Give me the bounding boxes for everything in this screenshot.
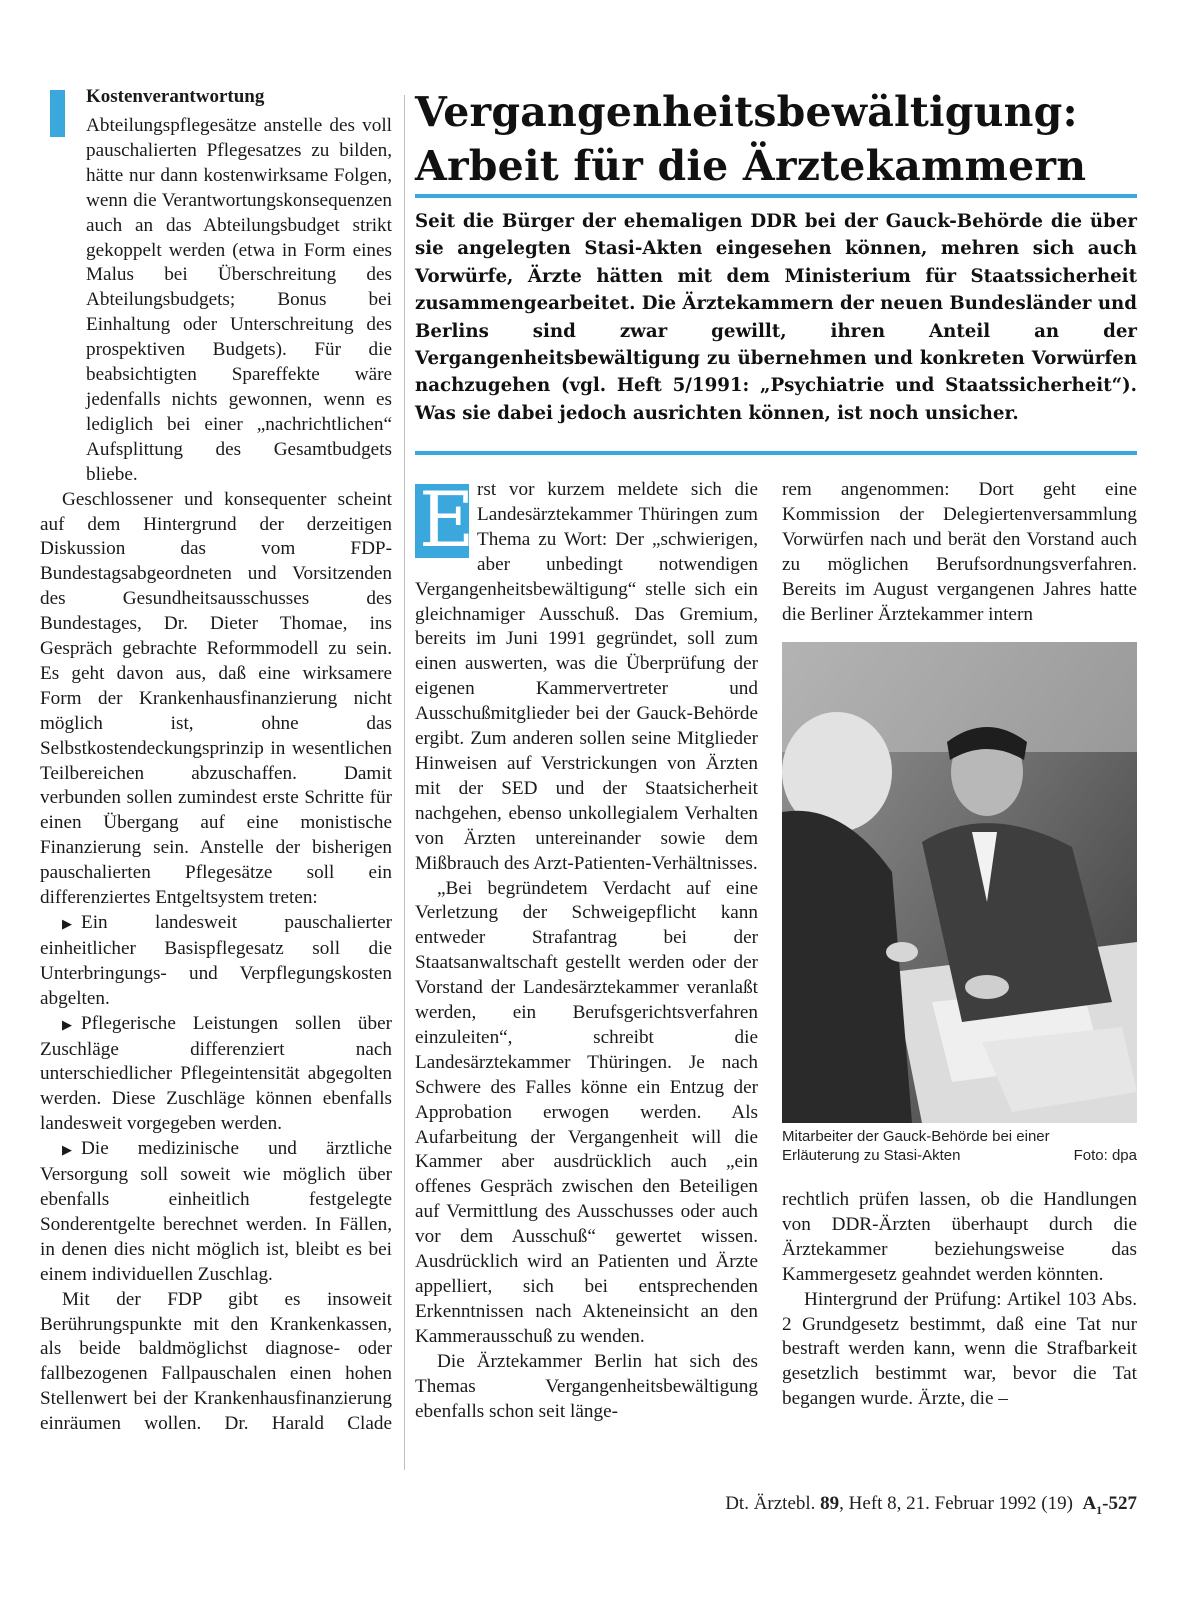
page-footer <box>725 1493 1137 1518</box>
sidebar-paragraph-1: Abteilungspflegesätze anstelle des voll pauschalierten Pflegesatzes zu bilden, hätte nur dann kostenwirksame Folgen, wenn die Verantwortungskonsequenzen auch an das Abteilungsbudget strikt gekoppelt werden (etwa in Form eines Malus bei Überschreitung des Abteilungsbudgets; Bonus bei Einhaltung oder Unterschreitung des prospektiven Budgets). Für die beabsichtigten Spareffekte wäre jedenfalls nichts gewonnen, wenn es lediglich bei einer „nachrichtlichen“ Aufsplittung des Gesamtbudgets bliebe. <box>86 115 392 485</box>
article-paragraph-1: rst vor kurzem meldete sich die Landesärztekammer Thüringen zum Thema zu Wort: Der „schwierigen, aber unbedingt notwendigen Vergangenheitsbewältigung“ stelle sich ein gleichnamiger Ausschuß. Das Gremium, bereits im Juni 1991 gegründet, soll zum einen auswerten, was die Überprüfung der eigenen Kammervertreter und Ausschußmitglieder bei der Gauck-Behörde ergibt. Zum anderen sollen seine Mitglieder Hinweisen auf Verstrickungen von Ärzten mit der SED und der Staatsicherheit nachgehen, ebenso unkollegialem Verhalten von Ärzten untereinander sowie dem Mißbrauch des Arzt-Patienten-Verhältnisses. <box>415 479 758 874</box>
article-paragraph-2: „Bei begründetem Verdacht auf eine Verletzung der Schweigepflicht kann entweder Strafantrag bei der Staatsanwaltschaft gestellt werden oder der Vorstand der Landesärztekammer veranlaßt werden, ein Berufsgerichtsverfahren einzuleiten“, schreibt die Landesärztekammer Thüringen. Je nach Schwere des Falles könne ein Entzug der Approbation erwogen werden. Als Aufarbeitung der Vergangenheit will die Kammer aber ausdrücklich auch „ein offenes Gespräch zwischen den Beteiligen auf Vermittlung des Ausschusses oder auch vor dem Ausschuß“ gewertet wissen. Ausdrücklich wird an Patienten und Ärzte appelliert, sich bei entsprechenden Erkenntnissen nach Akteneinsicht an den Kammerausschuß zu wenden. <box>415 877 758 1347</box>
article-lead <box>415 208 1137 427</box>
sidebar-paragraph-2: Geschlossener und konsequenter scheint auf dem Hintergrund der derzeitigen Diskussion das vom FDP-Bundestagsabgeordneten und Vorsitzenden des Gesundheitsausschusses des Bundestages, Dr. Dieter Thomae, ins Gespräch gebrachte Reformmodell zu sein. Es geht davon aus, daß eine wirksamere Form der Krankenhausfinanzierung nicht möglich ist, ohne das Selbstkostendeckungsprinzip in wesentlichen Teilbereichen abzuschaffen. Damit verbunden sollen zumindest erste Schritte für einen Übergang auf eine monistische Finanzierung sein. Anstelle der bisherigen pauschalierten Pflegesätze soll ein differenziertes Entgeltsystem treten: <box>40 488 392 909</box>
caption-line-2: Erläuterung zu Stasi-Akten <box>782 1147 961 1164</box>
sidebar-column <box>40 85 392 1437</box>
caption-line-1: Mitarbeiter der Gauck-Behörde bei einer <box>782 1128 1050 1145</box>
issue-info: , Heft 8, 21. Februar 1992 (19) <box>839 1493 1073 1514</box>
article-column-right-top <box>782 478 1137 627</box>
column-divider <box>404 95 405 1470</box>
photo-credit: Foto: dpa <box>1073 1147 1137 1164</box>
article-paragraph-5: rechtlich prüfen lassen, ob die Handlungen von DDR-Ärzten überhaupt durch die Ärztekammer beziehungsweise das Kammergesetz geahndet werden könnten. <box>782 1189 1137 1285</box>
sidebar-bullet-1: ▶ Ein landesweit pauschalierter einheitlicher Basispflegesatz soll die Unterbringungs- und Verpflegungskosten abgelten. <box>40 912 392 1009</box>
sidebar-bullet-3: ▶ Die medizinische und ärztliche Versorgung soll soweit wie möglich über ebenfalls einheitlich festgelegte Sonderentgelte berechnet werden. In Fällen, in denen dies nicht möglich ist, bleibt es bei einem individuellen Zuschlag. <box>40 1138 392 1285</box>
article-paragraph-6: Hintergrund der Prüfung: Artikel 103 Abs. 2 Grundgesetz bestimmt, daß eine Tat nur bestraft werden kann, wenn die Strafbarkeit gesetzlich bestimmt war, bevor die Tat begangen wurde. Ärzte, die – <box>782 1288 1137 1410</box>
news-photo <box>782 642 1137 1123</box>
page-number: $A_1-527$ <box>1082 1493 1137 1517</box>
triangle-right-icon: ▶ <box>62 1142 72 1158</box>
photo-caption <box>782 1127 1137 1165</box>
article-paragraph-4: rem angenommen: Dort geht eine Kommission der Delegiertenversammlung Vorwürfen nach und berät den Vorstand auch zu möglichen Berufsordnungsverfahren. Bereits im August vergangenen Jahres hatte die Berliner Ärztekammer intern <box>782 479 1137 625</box>
lead-text: Seit die Bürger der ehemaligen DDR bei der Gauck-Behörde die über sie angelegten Stasi-Akten eingesehen können, mehren sich auch Vorwürfe, Ärzte hätten mit dem Ministerium für Staatssicherheit zusammengearbeitet. Die Ärztekammern der neuen Bundesländer und Berlins sind zwar gewillt, ihren Anteil an der Vergangenheitsbewältigung zu übernehmen und konkreten Vorwürfen nachzugehen (vgl. Heft 5/1991: „Psychiatrie und Staatssicherheit“). Was sie dabei jedoch ausrichten können, ist noch unsicher. <box>415 211 1137 424</box>
volume-number: 89 <box>820 1493 840 1514</box>
article-headline <box>415 85 1145 193</box>
article-column-middle <box>415 475 758 1424</box>
photo-image <box>782 642 1137 1123</box>
author-name: Dr. Harald Clade <box>224 1413 392 1435</box>
drop-cap-letter: E <box>419 475 475 564</box>
triangle-right-icon: ▶ <box>62 916 72 931</box>
headline-rule <box>415 194 1137 198</box>
headline-line-2: Arbeit für die Ärztekammern <box>415 142 1087 190</box>
lead-rule <box>415 451 1137 455</box>
article-column-right-bottom <box>782 1188 1137 1412</box>
drop-cap <box>415 475 475 564</box>
sidebar-paragraph-closing: Mit der FDP gibt es insoweit Berührungspunkte mit den Krankenkassen, als beide baldmöglichst diagnose- oder fallbezogenen Fallpauschalen einen hohen Stellenwert bei der Krankenhausfinanzierung einräumen wollen. Dr. Harald Clade <box>40 1288 392 1435</box>
sidebar-bullet-2: ▶ Pflegerische Leistungen sollen über Zuschläge differenziert nach unterschiedlicher Pflegeintensität abgegolten werden. Diese Zuschläge können ebenfalls landesweit vorgegeben werden. <box>40 1012 392 1135</box>
triangle-right-icon: ▶ <box>62 1016 72 1032</box>
journal-name: Dt. Ärztebl. <box>725 1493 816 1514</box>
headline-line-1: Vergangenheitsbewältigung: <box>415 88 1078 136</box>
sidebar-title: Kostenverantwortung <box>86 86 265 107</box>
article-paragraph-3: Die Ärztekammer Berlin hat sich des Themas Vergangenheitsbewältigung ebenfalls schon seit länge- <box>415 1350 758 1422</box>
